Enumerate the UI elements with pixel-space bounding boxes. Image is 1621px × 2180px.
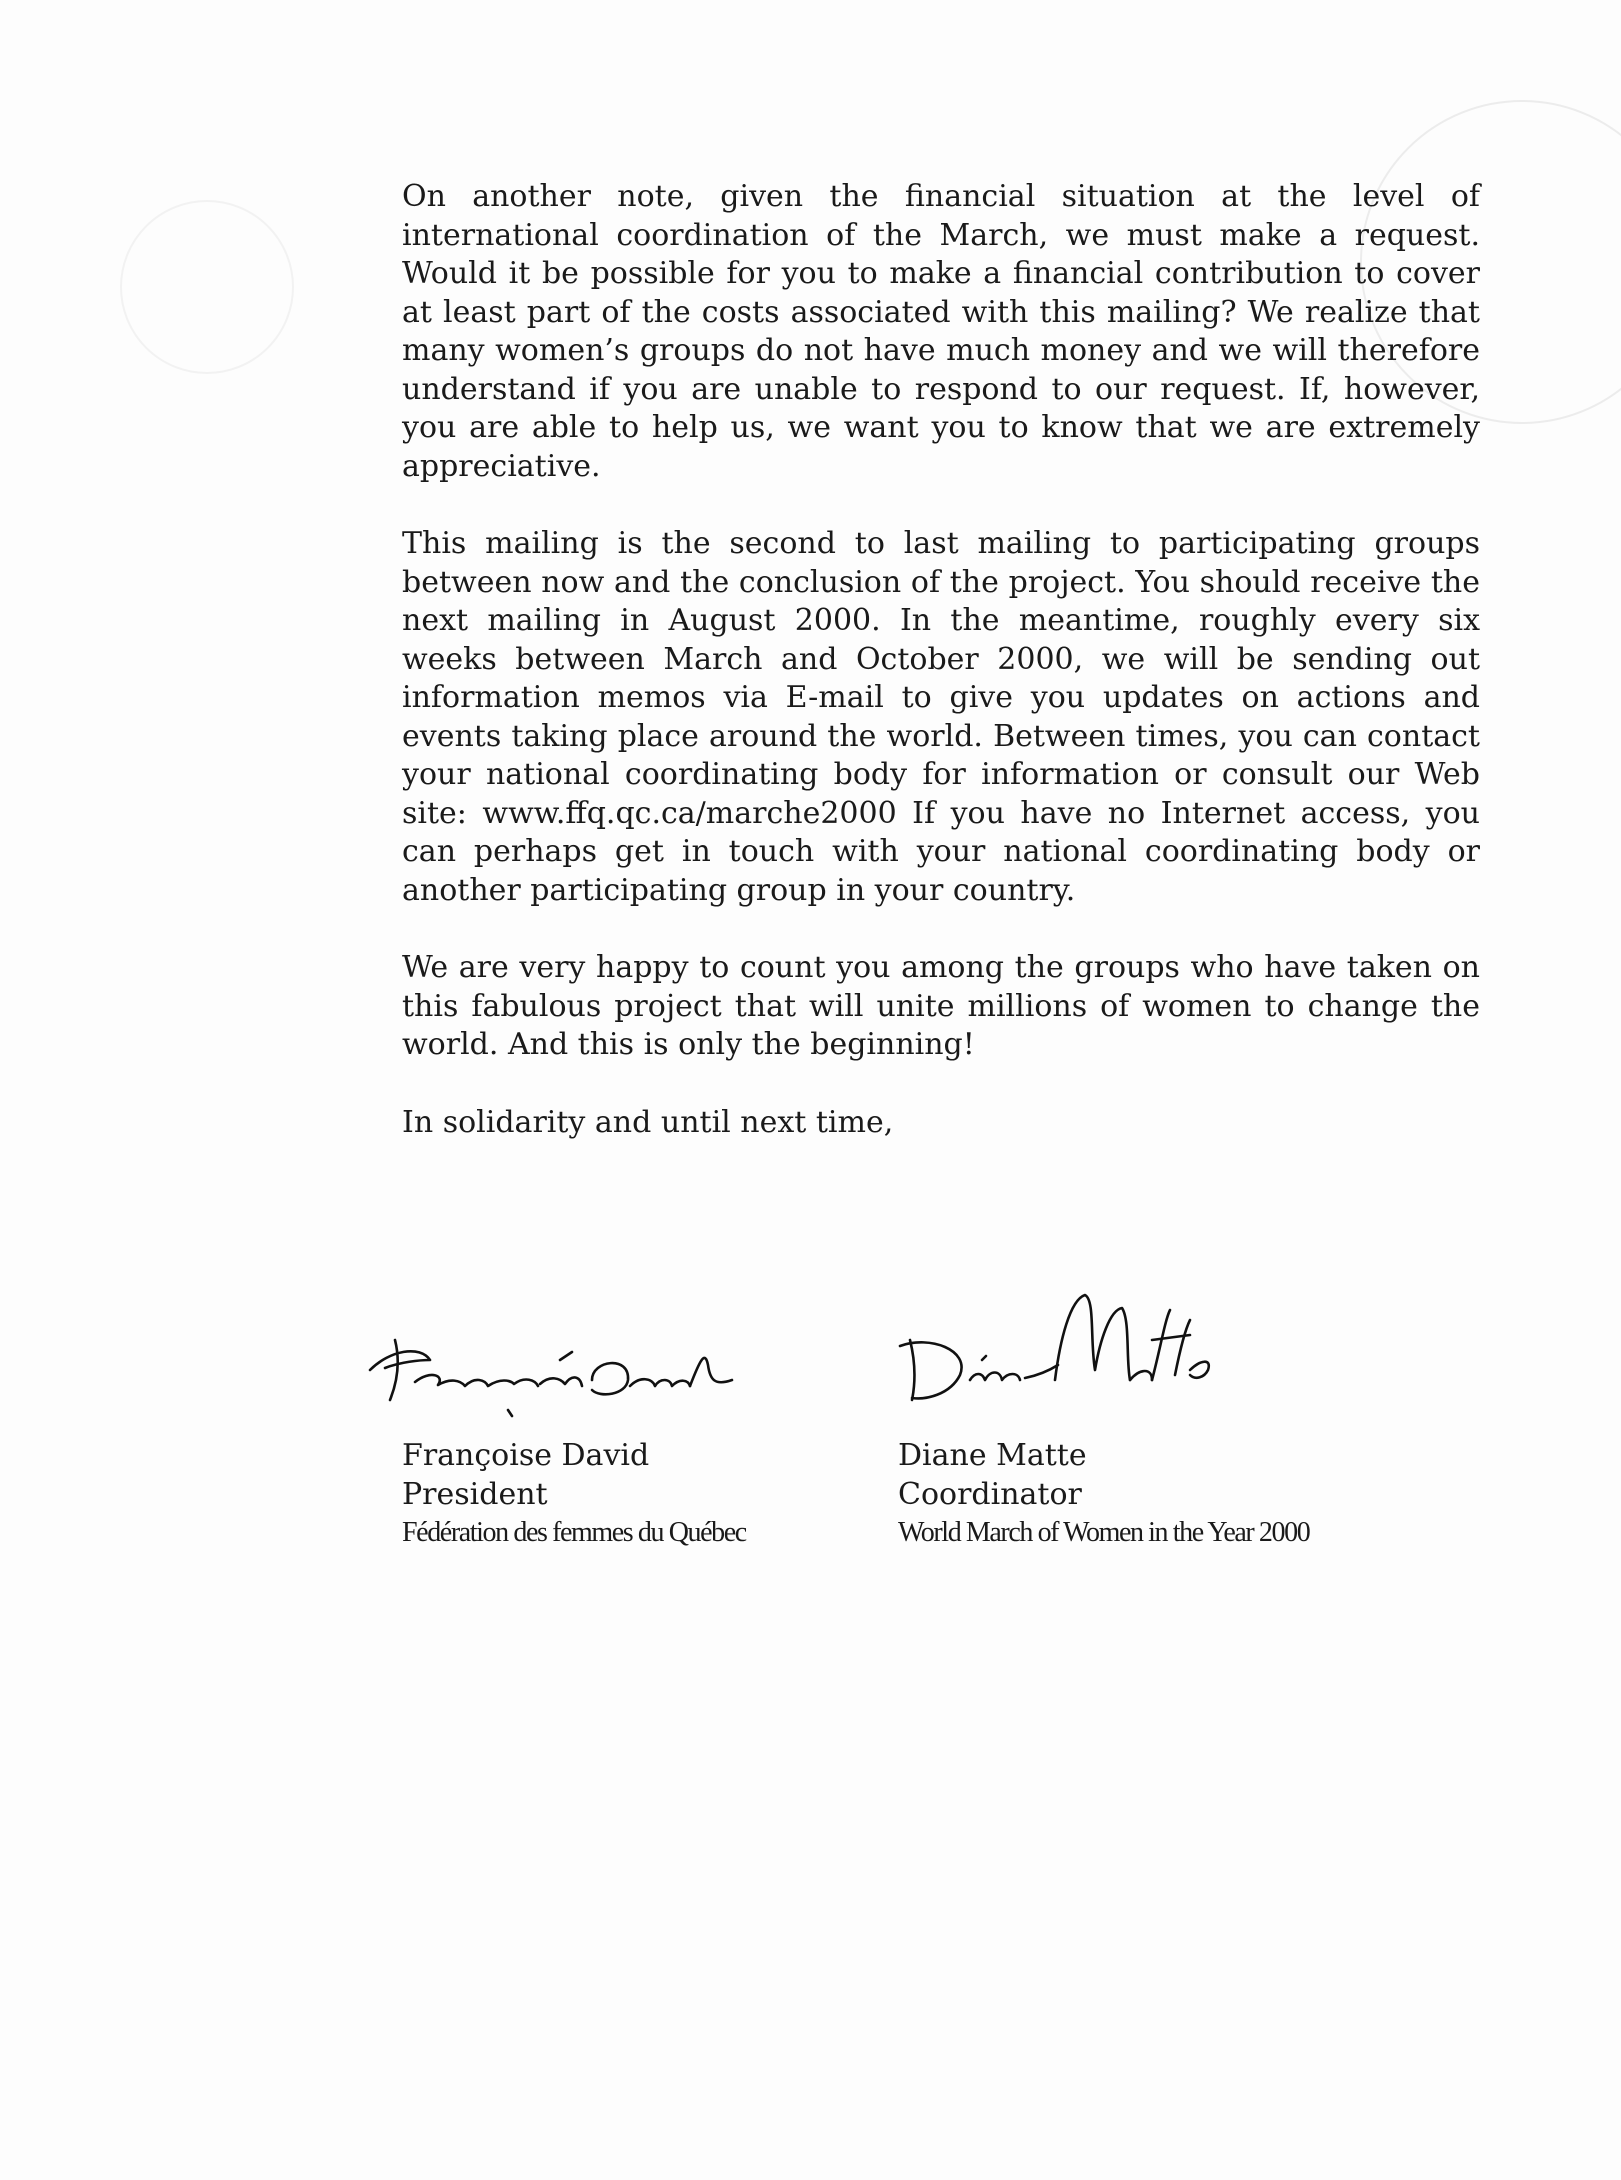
signer-name: Diane Matte <box>898 1438 1087 1473</box>
signer-name: Françoise David <box>402 1438 650 1473</box>
paragraph-financial-request: On another note, given the financial situation at the level of international coordination of the March, we must make a request. Would it be possible for you to make a financial contribution to cover at least part of the costs associated with this mailing? We realize that many women’s groups do not have much money and we will therefore understand if you are unable to respond to our request. If, however, you are able to help us, we want you to know that we are extremely appreciative. <box>402 179 1480 484</box>
signer-block-francoise-david <box>402 1437 746 1553</box>
signer-title: President <box>402 1476 548 1512</box>
signature-diane-matte <box>890 1280 1230 1420</box>
signatures-area <box>360 1280 1540 1420</box>
signer-block-diane-matte <box>898 1437 1309 1553</box>
signer-organization: Fédération des femmes du Québec <box>402 1517 746 1548</box>
paragraph-closing-remarks: We are very happy to count you among the groups who have taken on this fabulous project that will unite millions of women to change the world. And this is only the beginning! <box>402 950 1480 1062</box>
paragraph-mailing-info: This mailing is the second to last mailing to participating groups between now and the conclusion of the project. You should receive the next mailing in August 2000. In the meantime, roughly every six weeks between March and October 2000, we will be sending out information memos via E-mail to give you updates on actions and events taking place around the world. Between times, you can contact your national coordinating body for information or consult our Web site: www.ffq.qc.ca/marche2000 If you have no Internet access, you can perhaps get in touch with your national coordinating body or another participating group in your country. <box>402 526 1480 908</box>
signer-organization: World March of Women in the Year 2000 <box>898 1517 1310 1548</box>
bleed-through-mark <box>120 200 294 374</box>
signature-francoise-david <box>360 1320 740 1420</box>
letter-body <box>402 178 1480 1181</box>
closing-salutation: In solidarity and until next time, <box>402 1104 894 1140</box>
signer-title: Coordinator <box>898 1476 1082 1512</box>
